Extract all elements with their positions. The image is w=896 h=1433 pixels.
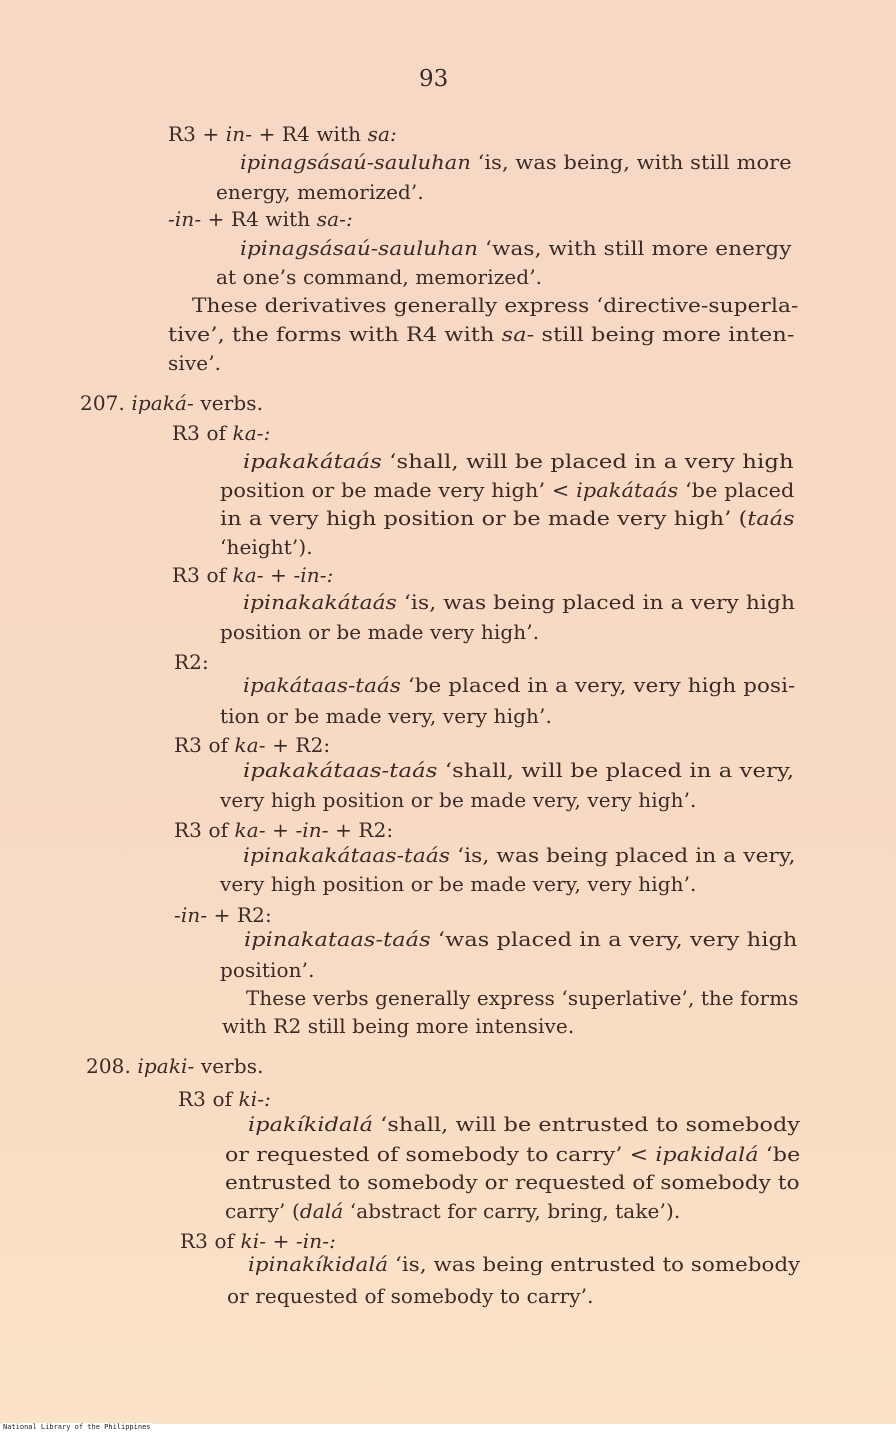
text-line	[243, 758, 794, 782]
text-run: ‘shall, will be placed in a very,	[437, 758, 795, 782]
italic-term: ipinakataas-taás	[244, 927, 431, 951]
text-run: + R4 with	[252, 122, 368, 146]
text-run: carry’ (	[225, 1199, 300, 1223]
text-run: 207.	[80, 391, 132, 415]
italic-term: ki-:	[238, 1087, 271, 1111]
italic-term: ka-	[232, 563, 264, 587]
text-run: R3 of	[172, 421, 233, 445]
text-run: ‘shall, will be entrusted to somebody	[372, 1112, 801, 1136]
text-line	[248, 1252, 800, 1276]
text-line	[220, 620, 539, 644]
text-run: ‘abstract for carry, bring, take’).	[343, 1199, 681, 1223]
text-run: tion or be made very, very high’.	[220, 704, 552, 728]
italic-term: ki-	[240, 1229, 267, 1253]
text-run: verbs.	[193, 391, 264, 415]
italic-term: ipakátaas-taás	[243, 673, 401, 697]
text-line	[220, 788, 697, 812]
italic-term: ipinagsásaú-sauluhan	[240, 150, 471, 174]
text-line	[168, 322, 795, 346]
text-run: or requested of somebody to carry’ <	[225, 1142, 656, 1166]
text-line	[244, 927, 797, 951]
text-run: very high position or be made very, very high’.	[220, 788, 697, 812]
text-line	[168, 122, 397, 146]
text-run: R3 of	[174, 818, 235, 842]
text-line	[216, 180, 424, 204]
italic-term: ipinakakátaás	[243, 590, 397, 614]
text-line	[192, 293, 798, 317]
text-line	[220, 478, 794, 502]
text-run: ‘is, was being, with still more	[470, 150, 792, 174]
text-line	[168, 351, 221, 375]
text-run: or requested of somebody to carry’.	[227, 1284, 594, 1308]
text-line	[220, 958, 315, 982]
italic-term: ipinagsásaú-sauluhan	[240, 236, 479, 260]
text-run: R3 of	[180, 1229, 241, 1253]
text-line	[225, 1170, 800, 1194]
text-run: These verbs generally express ‘superlative’, the forms	[246, 986, 799, 1010]
text-run: ‘was placed in a very, very high	[430, 927, 798, 951]
text-run: ‘be	[758, 1142, 801, 1166]
text-line	[172, 421, 271, 445]
text-run: + R2:	[207, 903, 272, 927]
text-line	[174, 903, 272, 927]
text-run: verbs.	[194, 1054, 264, 1078]
italic-term: ipinakíkidalá	[248, 1252, 389, 1276]
text-line	[246, 986, 799, 1010]
text-run: energy, memorized’.	[216, 180, 424, 204]
footer-credit: National Library of the Philippines	[3, 1423, 151, 1431]
text-run: position or be made very high’ <	[220, 478, 577, 502]
text-line	[225, 1142, 800, 1166]
text-line	[225, 1199, 680, 1223]
text-line	[168, 207, 353, 231]
text-run: + R2:	[265, 733, 331, 757]
text-line	[243, 673, 795, 697]
italic-term: ipakátaás	[576, 478, 679, 502]
text-line	[220, 704, 552, 728]
text-run: +	[266, 1229, 296, 1253]
text-run: in a very high position or be made very high’ (	[220, 506, 748, 530]
text-run: R3 of	[178, 1087, 239, 1111]
text-run: ‘is, was being placed in a very high	[396, 590, 796, 614]
text-run: very high position or be made very, very high’.	[220, 872, 697, 896]
italic-term: -in-	[295, 818, 329, 842]
text-line	[227, 1284, 594, 1308]
text-run: 208.	[86, 1054, 138, 1078]
text-run: These derivatives generally express ‘directive-superla-	[192, 293, 799, 317]
text-run: + R2:	[328, 818, 394, 842]
text-run: tive’, the forms with R4 with	[168, 322, 502, 346]
text-line	[240, 150, 792, 174]
text-run: R3 of	[172, 563, 233, 587]
text-line	[174, 818, 393, 842]
italic-term: ipaká-	[131, 391, 194, 415]
text-run: R3 +	[168, 122, 226, 146]
text-run: still being more inten-	[534, 322, 795, 346]
text-line	[220, 506, 795, 530]
italic-term: ka-:	[232, 421, 271, 445]
text-run: +	[263, 563, 294, 587]
text-run: ‘is, was being entrusted to somebody	[388, 1252, 801, 1276]
text-line	[243, 843, 795, 867]
text-line	[248, 1112, 800, 1136]
italic-term: ipakakátaás	[243, 449, 382, 473]
text-line	[216, 265, 542, 289]
text-run: + R4 with	[201, 207, 317, 231]
text-run: ‘be placed	[678, 478, 795, 502]
italic-term: taás	[747, 506, 795, 530]
italic-term: ipinakakátaas-taás	[243, 843, 451, 867]
italic-term: ipakíkidalá	[248, 1112, 373, 1136]
text-run: position’.	[220, 958, 315, 982]
page-number: 93	[419, 66, 449, 92]
italic-term: -in-:	[295, 1229, 336, 1253]
italic-term: ipaki-	[137, 1054, 195, 1078]
text-run: R3 of	[174, 733, 235, 757]
italic-term: ka-	[234, 818, 266, 842]
text-line	[172, 563, 333, 587]
italic-term: dalá	[299, 1199, 344, 1223]
text-line	[86, 1054, 264, 1078]
italic-term: sa:	[367, 122, 397, 146]
text-run: ‘shall, will be placed in a very high	[381, 449, 794, 473]
text-line	[243, 590, 795, 614]
italic-term: sa-:	[316, 207, 353, 231]
text-line	[243, 449, 794, 473]
text-line	[80, 391, 263, 415]
text-run: ‘height’).	[220, 535, 313, 559]
text-line	[178, 1087, 271, 1111]
text-run: +	[265, 818, 296, 842]
text-line	[240, 236, 791, 260]
text-run: sive’.	[168, 351, 222, 375]
text-line	[174, 650, 209, 674]
italic-term: -in-:	[293, 563, 334, 587]
text-run: at one’s command, memorized’.	[216, 265, 543, 289]
text-line	[174, 733, 330, 757]
italic-term: -in-	[174, 903, 208, 927]
italic-term: ka-	[234, 733, 266, 757]
italic-term: ipakidalá	[655, 1142, 759, 1166]
text-run: with R2 still being more intensive.	[222, 1014, 575, 1038]
text-run: R2:	[174, 650, 209, 674]
text-run: position or be made very high’.	[220, 620, 540, 644]
text-line	[222, 1014, 574, 1038]
text-run: entrusted to somebody or requested of somebody to	[225, 1170, 800, 1194]
text-line	[220, 872, 697, 896]
italic-term: -in-	[168, 207, 202, 231]
text-line	[180, 1229, 336, 1253]
text-run: ‘is, was being placed in a very,	[450, 843, 796, 867]
italic-term: ipakakátaas-taás	[243, 758, 438, 782]
text-run: ‘was, with still more energy	[478, 236, 792, 260]
text-line	[220, 535, 313, 559]
text-run: ‘be placed in a very, very high posi-	[400, 673, 796, 697]
italic-term: in-	[225, 122, 253, 146]
italic-term: sa-	[501, 322, 535, 346]
